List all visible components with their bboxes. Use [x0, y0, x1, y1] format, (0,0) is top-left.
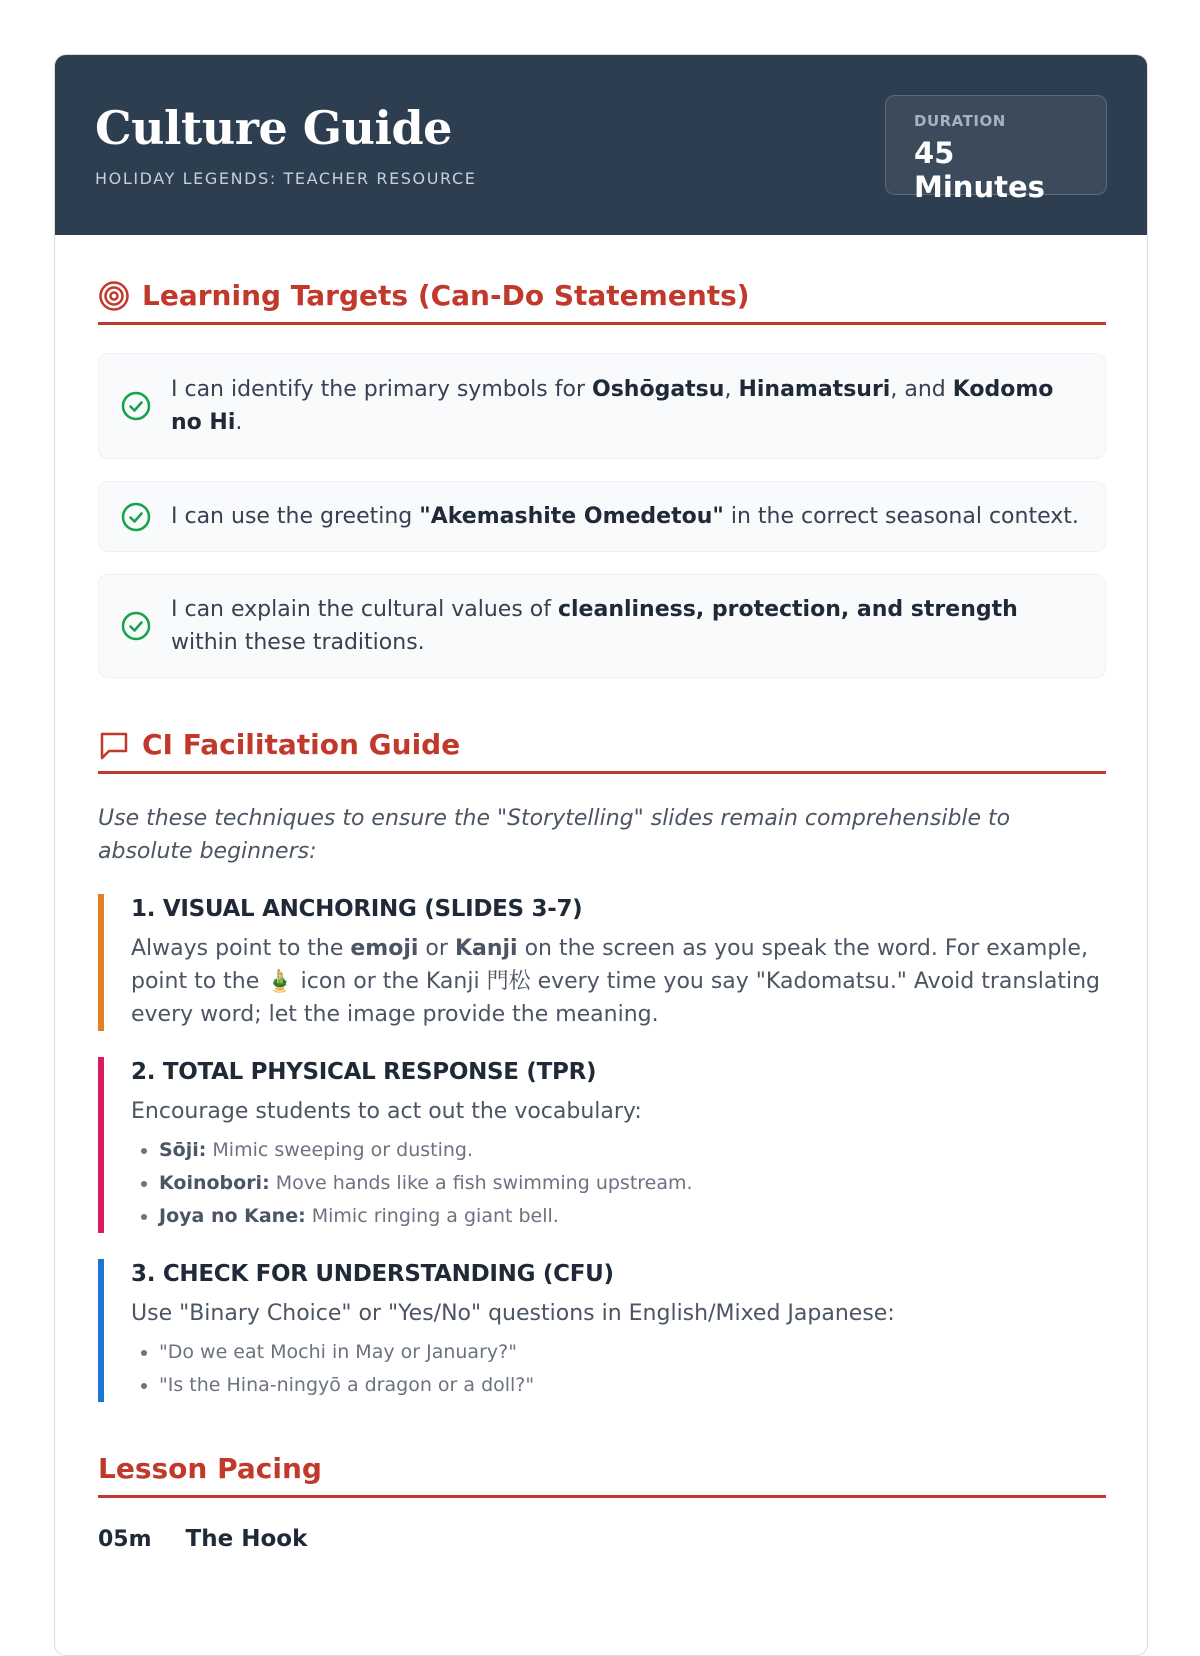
kadomatsu-icon: 🎍 — [266, 969, 294, 994]
duration-value: 45 Minutes — [914, 136, 1045, 204]
check-circle-icon — [121, 611, 151, 641]
target-text: I can use the greeting "Akemashite Omedetou" in the correct seasonal context. — [171, 504, 1079, 529]
technique-visual-anchoring — [98, 894, 1106, 1031]
duration-label: DURATION — [914, 112, 1006, 130]
culture-guide-card — [54, 54, 1148, 1656]
technique-title: 2. TOTAL PHYSICAL RESPONSE (TPR) — [131, 1059, 597, 1085]
page-title: Culture Guide — [95, 101, 452, 155]
ci-guide-heading — [98, 728, 1106, 774]
pacing-row — [98, 1526, 1106, 1552]
list-item: • Joya no Kane: Mimic ringing a giant bell. — [159, 1200, 1106, 1233]
learning-targets-title: Learning Targets (Can-Do Statements) — [142, 279, 750, 312]
target-item — [98, 353, 1106, 459]
page-subtitle: HOLIDAY LEGENDS: TEACHER RESOURCE — [95, 169, 477, 188]
pacing-minutes: 05m — [98, 1527, 152, 1552]
cfu-list — [131, 1336, 1106, 1402]
list-item: • Sōji: Mimic sweeping or dusting. — [159, 1134, 1106, 1167]
duration-badge — [885, 95, 1107, 204]
ci-intro: Use these techniques to ensure the "Storytelling" slides remain comprehensible to absolute beginners: — [98, 806, 1011, 864]
list-item: • "Do we eat Mochi in May or January?" — [159, 1336, 1106, 1369]
kanji-kadomatsu: 門松 — [486, 969, 531, 994]
target-text: I can explain the cultural values of cleanliness, protection, and strength within these traditions. — [171, 597, 1018, 655]
technique-cfu — [98, 1259, 1106, 1402]
guide-content — [98, 235, 1106, 1552]
target-item — [98, 481, 1106, 552]
technique-body: Use "Binary Choice" or "Yes/No" questions in English/Mixed Japanese: — [131, 1301, 895, 1326]
tpr-list — [131, 1134, 1106, 1233]
check-circle-icon — [121, 391, 151, 421]
technique-body: Always point to the emoji or Kanji on the screen as you speak the word. For example, point to the 🎍 icon or the Kanji 門松 every time you say "Kadomatsu." Avoid translating every word; let the image provide the meaning. — [131, 936, 1101, 1027]
technique-body: Encourage students to act out the vocabulary: — [131, 1099, 642, 1124]
target-item — [98, 574, 1106, 678]
target-text: I can identify the primary symbols for Oshōgatsu, Hinamatsuri, and Kodomo no Hi. — [171, 377, 1054, 435]
list-item: • Koinobori: Move hands like a fish swimming upstream. — [159, 1167, 1106, 1200]
technique-tpr — [98, 1057, 1106, 1233]
lesson-pacing-title: Lesson Pacing — [98, 1452, 322, 1485]
speech-bubble-icon — [98, 729, 130, 761]
ci-guide-title: CI Facilitation Guide — [142, 728, 461, 761]
lesson-pacing-heading — [98, 1452, 1106, 1498]
guide-header — [55, 55, 1147, 235]
target-icon — [98, 280, 130, 312]
pacing-title: The Hook — [185, 1526, 308, 1552]
technique-title: 1. VISUAL ANCHORING (SLIDES 3-7) — [131, 896, 583, 922]
learning-targets-heading — [98, 279, 1106, 325]
technique-title: 3. CHECK FOR UNDERSTANDING (CFU) — [131, 1261, 614, 1287]
check-circle-icon — [121, 502, 151, 532]
list-item: • "Is the Hina-ningyō a dragon or a doll?" — [159, 1369, 1106, 1402]
